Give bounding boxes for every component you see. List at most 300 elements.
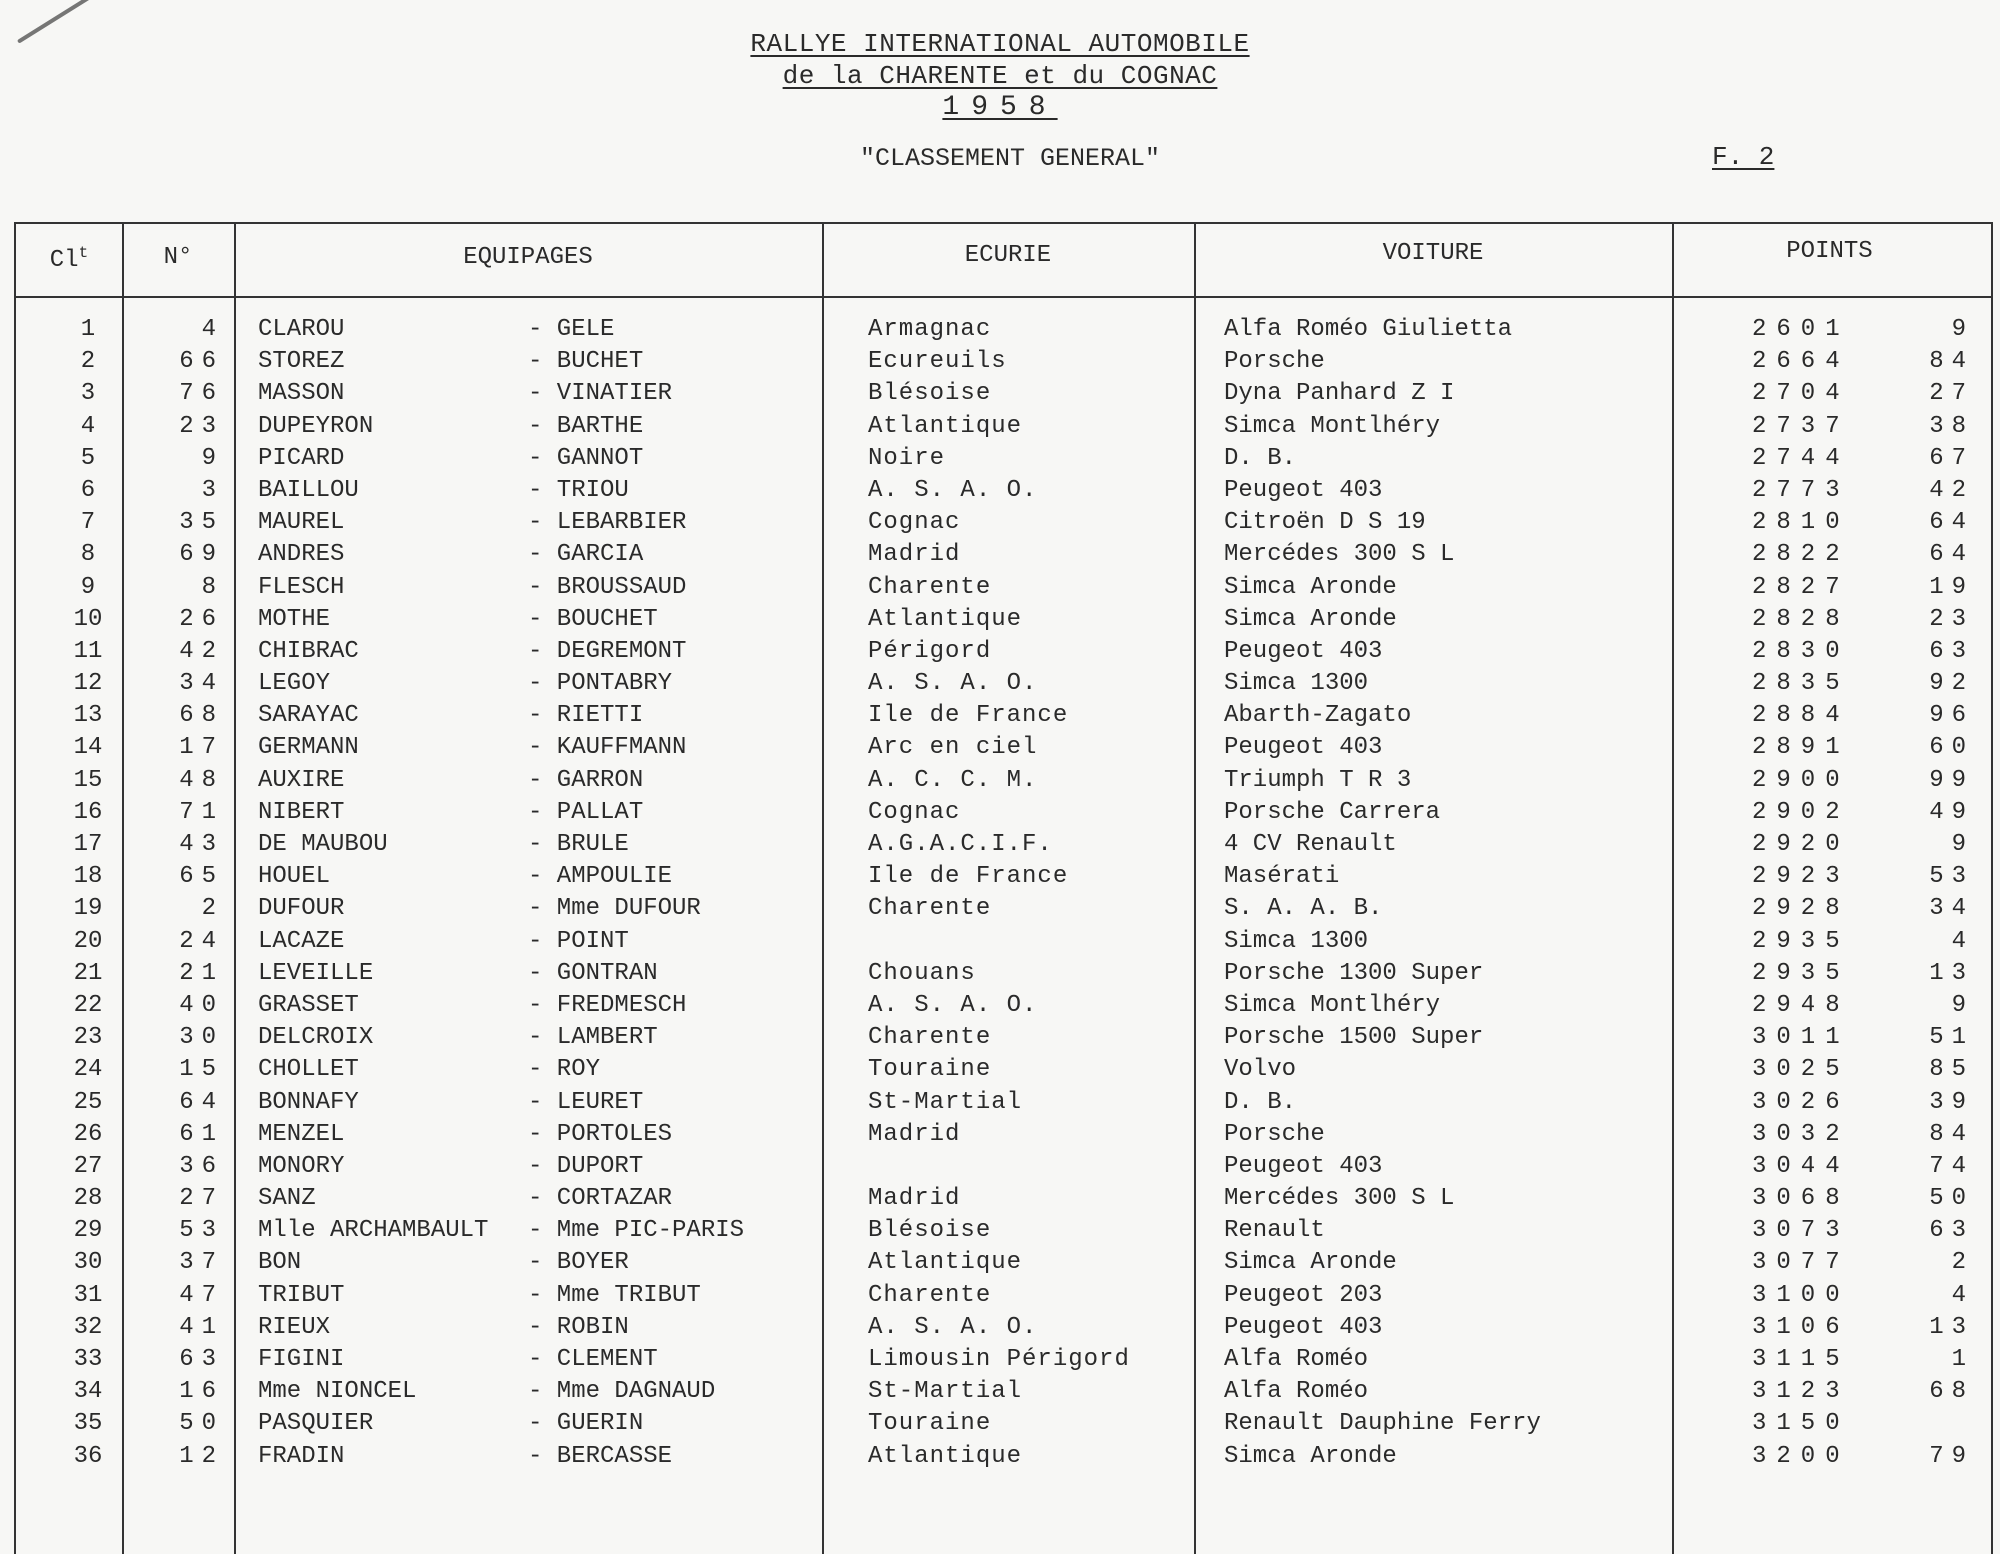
table-row [16, 378, 1991, 410]
rank-cell: 4 [80, 412, 96, 440]
number-cell: 65 [179, 863, 224, 891]
col-header-crews: EQUIPAGES [463, 244, 593, 271]
points-decimal-cell: 85 [1929, 1056, 1974, 1084]
rank-cell: 26 [73, 1120, 103, 1148]
table-row [16, 1215, 1991, 1247]
rank-cell: 14 [73, 734, 103, 762]
number-cell: 17 [179, 734, 224, 762]
driver-cell: TRIBUT [258, 1281, 345, 1309]
table-row [16, 668, 1991, 700]
driver-cell: CHIBRAC [258, 637, 359, 665]
rank-cell: 35 [73, 1410, 103, 1438]
car-cell: Renault Dauphine Ferry [1224, 1410, 1541, 1438]
rank-cell: 3 [80, 380, 96, 408]
codriver-cell: - LEBARBIER [528, 509, 687, 537]
team-cell: A. S. A. O. [868, 670, 1038, 698]
codriver-cell: - LEURET [528, 1088, 644, 1116]
codriver-cell: - GONTRAN [528, 959, 658, 987]
codriver-cell: - ROBIN [528, 1313, 629, 1341]
subtitle: "CLASSEMENT GENERAL" [859, 144, 1161, 173]
points-cell: 2923 [1752, 863, 1850, 891]
rank-cell: 16 [73, 798, 103, 826]
number-cell: 64 [179, 1088, 224, 1116]
number-cell: 27 [179, 1185, 224, 1213]
driver-cell: SANZ [258, 1185, 316, 1213]
number-cell: 76 [179, 380, 224, 408]
car-cell: D. B. [1224, 444, 1297, 472]
points-decimal-cell: 9 [1951, 831, 1974, 858]
team-cell: Cognac [868, 509, 961, 537]
codriver-cell: - GUERIN [528, 1410, 644, 1438]
rank-cell: 5 [80, 444, 96, 472]
driver-cell: BAILLOU [258, 476, 359, 504]
rank-cell: 33 [73, 1346, 103, 1373]
points-cell: 2810 [1752, 509, 1850, 537]
car-cell: Simca Aronde [1224, 573, 1397, 601]
number-cell: 4 [201, 316, 224, 343]
points-cell: 2835 [1752, 670, 1850, 698]
codriver-cell: - BUCHET [528, 348, 644, 376]
codriver-cell: - BRULE [528, 831, 629, 858]
codriver-cell: - DEGREMONT [528, 637, 687, 665]
car-cell: Triumph T R 3 [1224, 766, 1412, 794]
points-cell: 2928 [1752, 895, 1850, 923]
rank-cell: 25 [73, 1088, 103, 1116]
car-cell: Porsche 1300 Super [1224, 959, 1484, 987]
car-cell: Simca Aronde [1224, 605, 1397, 633]
number-cell: 53 [179, 1217, 224, 1245]
car-cell: Simca 1300 [1224, 927, 1369, 955]
car-cell: Peugeot 203 [1224, 1281, 1383, 1309]
car-cell: Alfa Roméo Giulietta [1224, 316, 1513, 343]
table-row [16, 1151, 1991, 1183]
sheet-number: F. 2 [1712, 142, 1775, 172]
car-cell: Simca 1300 [1224, 670, 1369, 698]
table-row [16, 314, 1991, 346]
points-cell: 2935 [1752, 927, 1850, 955]
points-decimal-cell: 9 [1951, 991, 1974, 1019]
number-cell: 48 [179, 766, 224, 794]
car-cell: Abarth-Zagato [1224, 702, 1412, 730]
number-cell: 15 [179, 1056, 224, 1084]
codriver-cell: - CORTAZAR [528, 1185, 673, 1213]
driver-cell: DUFOUR [258, 895, 345, 923]
points-cell: 2935 [1752, 959, 1850, 987]
rank-cell: 23 [73, 1024, 103, 1052]
number-cell: 68 [179, 702, 224, 730]
team-cell: Blésoise [868, 380, 992, 408]
team-cell: Périgord [868, 637, 992, 665]
points-cell: 3100 [1752, 1281, 1850, 1309]
team-cell: Atlantique [868, 412, 1023, 440]
number-cell: 37 [179, 1249, 224, 1277]
points-cell: 2601 [1752, 316, 1850, 343]
car-cell: Simca Aronde [1224, 1442, 1397, 1470]
title-line-2: de la CHARENTE et du COGNAC [782, 61, 1218, 91]
col-header-points: POINTS [1786, 238, 1873, 265]
points-decimal-cell: 1 [1951, 1346, 1974, 1373]
table-row [16, 475, 1991, 507]
car-cell: Dyna Panhard Z I [1224, 380, 1455, 408]
codriver-cell: - GARRON [528, 766, 644, 794]
table-row [16, 732, 1991, 764]
car-cell: Volvo [1224, 1056, 1297, 1084]
driver-cell: CLAROU [258, 316, 345, 343]
points-decimal-cell: 49 [1929, 798, 1974, 826]
team-cell: A. S. A. O. [868, 1313, 1038, 1341]
car-cell: Renault [1224, 1217, 1325, 1245]
driver-cell: LACAZE [258, 927, 345, 955]
number-cell: 42 [179, 637, 224, 665]
number-cell: 36 [179, 1152, 224, 1180]
team-cell: Charente [868, 1281, 992, 1309]
rank-cell: 18 [73, 863, 103, 891]
table-row [16, 797, 1991, 829]
number-cell: 69 [179, 541, 224, 569]
points-cell: 2948 [1752, 991, 1850, 1019]
points-cell: 3200 [1752, 1442, 1850, 1470]
points-decimal-cell: 4 [1951, 1281, 1974, 1309]
rank-cell: 29 [73, 1217, 103, 1245]
driver-cell: PICARD [258, 444, 345, 472]
rank-cell: 7 [80, 509, 96, 537]
title-line-1: RALLYE INTERNATIONAL AUTOMOBILE [750, 29, 1250, 59]
points-cell: 3106 [1752, 1313, 1850, 1341]
points-decimal-cell: 96 [1929, 702, 1974, 730]
car-cell: Mercédes 300 S L [1224, 541, 1455, 569]
driver-cell: AUXIRE [258, 766, 345, 794]
number-cell: 9 [201, 444, 224, 472]
points-cell: 3115 [1752, 1346, 1850, 1373]
car-cell: Porsche 1500 Super [1224, 1024, 1484, 1052]
points-decimal-cell: 68 [1929, 1378, 1974, 1406]
points-cell: 2828 [1752, 605, 1850, 633]
col-header-team: ECURIE [964, 242, 1052, 269]
car-cell: Simca Montlhéry [1224, 991, 1441, 1019]
points-cell: 3123 [1752, 1378, 1850, 1406]
codriver-cell: - TRIOU [528, 476, 629, 504]
codriver-cell: - KAUFFMANN [528, 734, 687, 762]
table-row [16, 1312, 1991, 1344]
table-row [16, 829, 1991, 861]
col-header-rank-text: Cl [49, 247, 79, 274]
driver-cell: RIEUX [258, 1313, 331, 1341]
rank-cell: 27 [73, 1152, 103, 1180]
rank-cell: 36 [73, 1442, 103, 1470]
points-decimal-cell: 38 [1929, 412, 1974, 440]
number-cell: 35 [179, 509, 224, 537]
driver-cell: MASSON [258, 380, 345, 408]
points-decimal-cell: 63 [1929, 637, 1974, 665]
car-cell: Peugeot 403 [1224, 734, 1383, 762]
points-cell: 2737 [1752, 412, 1850, 440]
codriver-cell: - Mme PIC-PARIS [528, 1217, 745, 1245]
driver-cell: FLESCH [258, 573, 345, 601]
points-decimal-cell: 19 [1929, 573, 1974, 601]
rank-cell: 10 [73, 605, 103, 633]
points-cell: 2773 [1752, 476, 1850, 504]
team-cell: Charente [868, 573, 992, 601]
points-decimal-cell: 63 [1929, 1217, 1974, 1245]
points-decimal-cell: 42 [1929, 476, 1974, 504]
driver-cell: FRADIN [258, 1442, 345, 1470]
rank-cell: 15 [73, 766, 103, 794]
table-row [16, 861, 1991, 893]
number-cell: 50 [179, 1410, 224, 1438]
table-row [16, 1408, 1991, 1440]
car-cell: S. A. A. B. [1224, 895, 1383, 923]
driver-cell: SARAYAC [258, 702, 359, 730]
driver-cell: ANDRES [258, 541, 345, 569]
driver-cell: MENZEL [258, 1120, 345, 1148]
codriver-cell: - LAMBERT [528, 1024, 658, 1052]
driver-cell: DELCROIX [258, 1024, 374, 1052]
team-cell: Blésoise [868, 1217, 992, 1245]
points-decimal-cell: 9 [1951, 316, 1974, 343]
car-cell: Masérati [1224, 863, 1340, 891]
table-row [16, 1183, 1991, 1215]
car-cell: Peugeot 403 [1224, 476, 1383, 504]
rank-cell: 6 [80, 476, 96, 504]
points-cell: 3073 [1752, 1217, 1850, 1245]
codriver-cell: - ROY [528, 1056, 601, 1084]
driver-cell: NIBERT [258, 798, 345, 826]
team-cell: Limousin Périgord [868, 1346, 1130, 1373]
codriver-cell: - BARTHE [528, 412, 644, 440]
driver-cell: MOTHE [258, 605, 331, 633]
number-cell: 63 [179, 1346, 224, 1373]
table-row [16, 700, 1991, 732]
rank-cell: 1 [80, 316, 96, 343]
codriver-cell: - GARCIA [528, 541, 644, 569]
codriver-cell: - CLEMENT [528, 1346, 658, 1373]
car-cell: 4 CV Renault [1224, 831, 1397, 858]
points-cell: 2704 [1752, 380, 1850, 408]
driver-cell: LEGOY [258, 670, 331, 698]
team-cell: A. C. C. M. [868, 766, 1038, 794]
car-cell: Peugeot 403 [1224, 637, 1383, 665]
car-cell: Peugeot 403 [1224, 1152, 1383, 1180]
points-decimal-cell: 79 [1929, 1442, 1974, 1470]
table-row [16, 1087, 1991, 1119]
rank-cell: 2 [80, 348, 96, 376]
results-table [14, 222, 1993, 1554]
codriver-cell: - BOYER [528, 1249, 629, 1277]
table-row [16, 507, 1991, 539]
table-row [16, 604, 1991, 636]
points-cell: 3044 [1752, 1152, 1850, 1180]
driver-cell: Mme NIONCEL [258, 1378, 417, 1406]
rank-cell: 32 [73, 1313, 103, 1341]
team-cell: St-Martial [868, 1088, 1023, 1116]
team-cell: Noire [868, 444, 946, 472]
points-cell: 3011 [1752, 1024, 1850, 1052]
points-decimal-cell: 27 [1929, 380, 1974, 408]
team-cell: Ile de France [868, 702, 1069, 730]
car-cell: Peugeot 403 [1224, 1313, 1383, 1341]
header-divider [16, 296, 1991, 298]
driver-cell: MAUREL [258, 509, 345, 537]
points-decimal-cell: 92 [1929, 670, 1974, 698]
points-cell: 3150 [1752, 1410, 1850, 1438]
points-decimal-cell: 2 [1951, 1249, 1974, 1277]
codriver-cell: - Mme TRIBUT [528, 1281, 701, 1309]
team-cell: Atlantique [868, 1249, 1023, 1277]
team-cell: A. S. A. O. [868, 991, 1038, 1019]
team-cell: Charente [868, 1024, 992, 1052]
rank-cell: 11 [73, 637, 103, 665]
number-cell: 23 [179, 412, 224, 440]
table-row [16, 1054, 1991, 1086]
points-decimal-cell: 13 [1929, 959, 1974, 987]
codriver-cell: - PALLAT [528, 798, 644, 826]
driver-cell: HOUEL [258, 863, 331, 891]
table-row [16, 765, 1991, 797]
car-cell: Citroën D S 19 [1224, 509, 1426, 537]
codriver-cell: - PONTABRY [528, 670, 673, 698]
car-cell: Alfa Roméo [1224, 1346, 1369, 1373]
codriver-cell: - Mme DAGNAUD [528, 1378, 716, 1406]
codriver-cell: - AMPOULIE [528, 863, 673, 891]
driver-cell: LEVEILLE [258, 959, 374, 987]
driver-cell: CHOLLET [258, 1056, 359, 1084]
table-row [16, 1441, 1991, 1473]
driver-cell: STOREZ [258, 348, 345, 376]
codriver-cell: - FREDMESCH [528, 991, 687, 1019]
number-cell: 47 [179, 1281, 224, 1309]
points-cell: 2884 [1752, 702, 1850, 730]
driver-cell: BON [258, 1249, 302, 1277]
rank-cell: 17 [73, 831, 103, 858]
points-cell: 3077 [1752, 1249, 1850, 1277]
number-cell: 66 [179, 348, 224, 376]
team-cell: Chouans [868, 959, 976, 987]
team-cell: Atlantique [868, 1442, 1023, 1470]
number-cell: 34 [179, 670, 224, 698]
team-cell: Madrid [868, 1185, 961, 1213]
points-decimal-cell: 51 [1929, 1024, 1974, 1052]
rank-cell: 31 [73, 1281, 103, 1309]
codriver-cell: - GANNOT [528, 444, 644, 472]
rank-cell: 22 [73, 991, 103, 1019]
car-cell: Porsche Carrera [1224, 798, 1441, 826]
points-decimal-cell: 53 [1929, 863, 1974, 891]
number-cell: 30 [179, 1024, 224, 1052]
codriver-cell: - PORTOLES [528, 1120, 673, 1148]
rank-cell: 19 [73, 895, 103, 923]
points-decimal-cell: 67 [1929, 444, 1974, 472]
rank-cell: 13 [73, 702, 103, 730]
points-decimal-cell: 13 [1929, 1313, 1974, 1341]
col-header-car: VOITURE [1382, 240, 1484, 267]
team-cell: Madrid [868, 1120, 961, 1148]
number-cell: 8 [201, 573, 224, 601]
col-header-rank-sup: t [78, 244, 89, 262]
car-cell: Simca Montlhéry [1224, 412, 1441, 440]
number-cell: 61 [179, 1120, 224, 1148]
rank-cell: 12 [73, 670, 103, 698]
col-header-number: N° [163, 244, 193, 271]
team-cell: Armagnac [868, 316, 992, 343]
points-decimal-cell: 34 [1929, 895, 1974, 923]
points-decimal-cell: 23 [1929, 605, 1974, 633]
codriver-cell: - GELE [528, 316, 615, 343]
points-cell: 2900 [1752, 766, 1850, 794]
points-decimal-cell: 50 [1929, 1185, 1974, 1213]
rank-cell: 28 [73, 1185, 103, 1213]
driver-cell: GRASSET [258, 991, 359, 1019]
number-cell: 40 [179, 991, 224, 1019]
table-row [16, 1247, 1991, 1279]
number-cell: 12 [179, 1442, 224, 1470]
points-decimal-cell: 60 [1929, 734, 1974, 762]
table-row [16, 1119, 1991, 1151]
points-cell: 3025 [1752, 1056, 1850, 1084]
table-row [16, 1280, 1991, 1312]
team-cell: Arc en ciel [868, 734, 1038, 762]
team-cell: Cognac [868, 798, 961, 826]
points-cell: 2822 [1752, 541, 1850, 569]
number-cell: 26 [179, 605, 224, 633]
team-cell: Touraine [868, 1410, 992, 1438]
points-decimal-cell: 4 [1951, 927, 1974, 955]
points-cell: 2920 [1752, 831, 1850, 858]
team-cell: Atlantique [868, 605, 1023, 633]
points-decimal-cell: 64 [1929, 509, 1974, 537]
car-cell: Simca Aronde [1224, 1249, 1397, 1277]
number-cell: 2 [201, 895, 224, 923]
driver-cell: MONORY [258, 1152, 345, 1180]
team-cell: St-Martial [868, 1378, 1023, 1406]
number-cell: 24 [179, 927, 224, 955]
title-year: 1958 [942, 92, 1058, 123]
driver-cell: DE MAUBOU [258, 831, 388, 858]
codriver-cell: - VINATIER [528, 380, 673, 408]
points-cell: 3068 [1752, 1185, 1850, 1213]
car-cell: D. B. [1224, 1088, 1297, 1116]
table-row [16, 572, 1991, 604]
table-row [16, 346, 1991, 378]
number-cell: 21 [179, 959, 224, 987]
table-row [16, 411, 1991, 443]
points-decimal-cell: 39 [1929, 1088, 1974, 1116]
table-row [16, 926, 1991, 958]
car-cell: Porsche [1224, 1120, 1325, 1148]
codriver-cell: - RIETTI [528, 702, 644, 730]
number-cell: 3 [201, 476, 224, 504]
team-cell: Charente [868, 895, 992, 923]
rank-cell: 30 [73, 1249, 103, 1277]
codriver-cell: - POINT [528, 927, 629, 955]
points-cell: 2827 [1752, 573, 1850, 601]
document-header [0, 28, 2000, 124]
col-header-rank [16, 244, 122, 274]
points-cell: 2744 [1752, 444, 1850, 472]
points-cell: 2830 [1752, 637, 1850, 665]
table-body [16, 314, 1991, 1473]
codriver-cell: - BERCASSE [528, 1442, 673, 1470]
points-cell: 2664 [1752, 348, 1850, 376]
number-cell: 41 [179, 1313, 224, 1341]
table-row [16, 990, 1991, 1022]
table-row [16, 539, 1991, 571]
points-cell: 3032 [1752, 1120, 1850, 1148]
rank-cell: 9 [80, 573, 96, 601]
points-decimal-cell: 99 [1929, 766, 1974, 794]
car-cell: Alfa Roméo [1224, 1378, 1369, 1406]
team-cell: A.G.A.C.I.F. [868, 831, 1053, 858]
driver-cell: BONNAFY [258, 1088, 359, 1116]
